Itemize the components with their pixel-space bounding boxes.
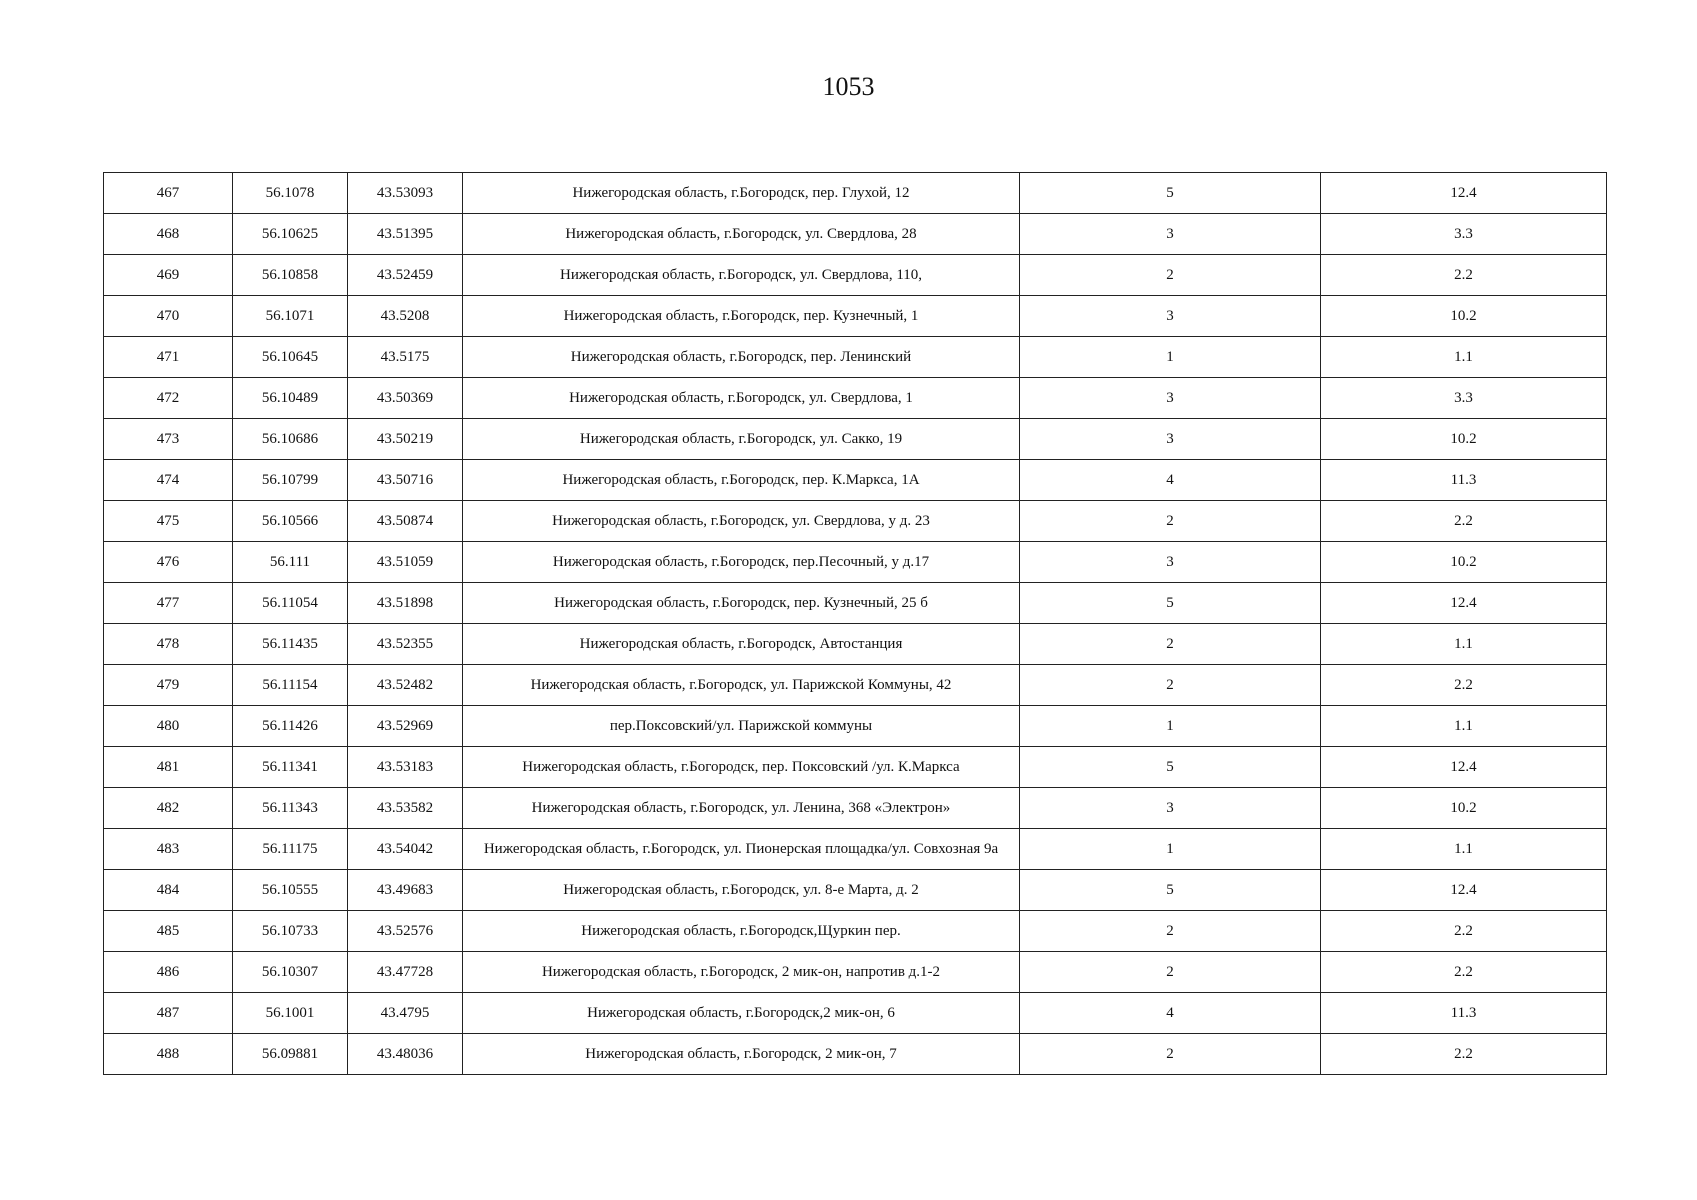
table-row	[104, 952, 1607, 993]
count-cell: 2	[1020, 952, 1321, 993]
longitude-cell: 43.49683	[348, 870, 463, 911]
table-row	[104, 624, 1607, 665]
address-cell: Нижегородская область, г.Богородск, ул. Ленина, 368 «Электрон»	[463, 788, 1020, 829]
longitude-cell: 43.51898	[348, 583, 463, 624]
table-body	[104, 173, 1607, 1075]
table-row	[104, 542, 1607, 583]
address-cell: пер.Поксовский/ул. Парижской коммуны	[463, 706, 1020, 747]
row-number-cell: 488	[104, 1034, 233, 1075]
count-cell: 3	[1020, 214, 1321, 255]
count-cell: 5	[1020, 583, 1321, 624]
address-cell: Нижегородская область, г.Богородск, ул. Свердлова, 110,	[463, 255, 1020, 296]
address-cell: Нижегородская область, г.Богородск, ул. Свердлова, у д. 23	[463, 501, 1020, 542]
table-row	[104, 460, 1607, 501]
volume-cell: 11.3	[1321, 460, 1607, 501]
volume-cell: 3.3	[1321, 214, 1607, 255]
volume-cell: 11.3	[1321, 993, 1607, 1034]
count-cell: 1	[1020, 337, 1321, 378]
row-number-cell: 487	[104, 993, 233, 1034]
row-number-cell: 481	[104, 747, 233, 788]
row-number-cell: 484	[104, 870, 233, 911]
volume-cell: 10.2	[1321, 419, 1607, 460]
table-row	[104, 788, 1607, 829]
latitude-cell: 56.1078	[233, 173, 348, 214]
row-number-cell: 480	[104, 706, 233, 747]
longitude-cell: 43.51395	[348, 214, 463, 255]
table-row	[104, 501, 1607, 542]
volume-cell: 1.1	[1321, 337, 1607, 378]
volume-cell: 2.2	[1321, 501, 1607, 542]
count-cell: 1	[1020, 706, 1321, 747]
row-number-cell: 475	[104, 501, 233, 542]
latitude-cell: 56.10645	[233, 337, 348, 378]
latitude-cell: 56.1001	[233, 993, 348, 1034]
table-row	[104, 419, 1607, 460]
latitude-cell: 56.10307	[233, 952, 348, 993]
latitude-cell: 56.10625	[233, 214, 348, 255]
address-cell: Нижегородская область, г.Богородск, ул. Пионерская площадка/ул. Совхозная 9а	[463, 829, 1020, 870]
row-number-cell: 471	[104, 337, 233, 378]
row-number-cell: 469	[104, 255, 233, 296]
row-number-cell: 483	[104, 829, 233, 870]
table-row	[104, 665, 1607, 706]
address-cell: Нижегородская область, г.Богородск, пер. Кузнечный, 25 б	[463, 583, 1020, 624]
row-number-cell: 477	[104, 583, 233, 624]
count-cell: 2	[1020, 255, 1321, 296]
address-cell: Нижегородская область, г.Богородск, ул. 8-е Марта, д. 2	[463, 870, 1020, 911]
volume-cell: 10.2	[1321, 788, 1607, 829]
longitude-cell: 43.52482	[348, 665, 463, 706]
volume-cell: 2.2	[1321, 1034, 1607, 1075]
longitude-cell: 43.5208	[348, 296, 463, 337]
address-cell: Нижегородская область, г.Богородск, 2 мик-он, 7	[463, 1034, 1020, 1075]
address-cell: Нижегородская область, г.Богородск,Щуркин пер.	[463, 911, 1020, 952]
row-number-cell: 473	[104, 419, 233, 460]
row-number-cell: 478	[104, 624, 233, 665]
longitude-cell: 43.53183	[348, 747, 463, 788]
latitude-cell: 56.10686	[233, 419, 348, 460]
count-cell: 3	[1020, 378, 1321, 419]
count-cell: 2	[1020, 501, 1321, 542]
count-cell: 2	[1020, 624, 1321, 665]
address-cell: Нижегородская область, г.Богородск, ул. Свердлова, 1	[463, 378, 1020, 419]
row-number-cell: 467	[104, 173, 233, 214]
count-cell: 3	[1020, 788, 1321, 829]
address-cell: Нижегородская область, г.Богородск, пер. Ленинский	[463, 337, 1020, 378]
latitude-cell: 56.10566	[233, 501, 348, 542]
page-number: 1053	[822, 72, 875, 101]
row-number-cell: 472	[104, 378, 233, 419]
latitude-cell: 56.11435	[233, 624, 348, 665]
volume-cell: 10.2	[1321, 542, 1607, 583]
count-cell: 5	[1020, 747, 1321, 788]
address-cell: Нижегородская область, г.Богородск, Автостанция	[463, 624, 1020, 665]
longitude-cell: 43.4795	[348, 993, 463, 1034]
longitude-cell: 43.52459	[348, 255, 463, 296]
latitude-cell: 56.10858	[233, 255, 348, 296]
longitude-cell: 43.50219	[348, 419, 463, 460]
longitude-cell: 43.53582	[348, 788, 463, 829]
row-number-cell: 474	[104, 460, 233, 501]
count-cell: 1	[1020, 829, 1321, 870]
volume-cell: 2.2	[1321, 665, 1607, 706]
latitude-cell: 56.10555	[233, 870, 348, 911]
count-cell: 5	[1020, 870, 1321, 911]
registry-table	[103, 172, 1607, 1075]
longitude-cell: 43.48036	[348, 1034, 463, 1075]
volume-cell: 2.2	[1321, 255, 1607, 296]
volume-cell: 12.4	[1321, 870, 1607, 911]
longitude-cell: 43.50874	[348, 501, 463, 542]
longitude-cell: 43.54042	[348, 829, 463, 870]
table-row	[104, 706, 1607, 747]
row-number-cell: 468	[104, 214, 233, 255]
volume-cell: 10.2	[1321, 296, 1607, 337]
latitude-cell: 56.11426	[233, 706, 348, 747]
table-row	[104, 829, 1607, 870]
count-cell: 2	[1020, 665, 1321, 706]
table-row	[104, 214, 1607, 255]
volume-cell: 12.4	[1321, 173, 1607, 214]
count-cell: 3	[1020, 296, 1321, 337]
count-cell: 2	[1020, 911, 1321, 952]
address-cell: Нижегородская область, г.Богородск, пер. Поксовский /ул. К.Маркса	[463, 747, 1020, 788]
count-cell: 5	[1020, 173, 1321, 214]
longitude-cell: 43.5175	[348, 337, 463, 378]
row-number-cell: 479	[104, 665, 233, 706]
address-cell: Нижегородская область, г.Богородск,2 мик-он, 6	[463, 993, 1020, 1034]
address-cell: Нижегородская область, г.Богородск, ул. Парижской Коммуны, 42	[463, 665, 1020, 706]
count-cell: 2	[1020, 1034, 1321, 1075]
latitude-cell: 56.10799	[233, 460, 348, 501]
latitude-cell: 56.11154	[233, 665, 348, 706]
table-row	[104, 173, 1607, 214]
volume-cell: 1.1	[1321, 829, 1607, 870]
address-cell: Нижегородская область, г.Богородск, пер. Глухой, 12	[463, 173, 1020, 214]
row-number-cell: 485	[104, 911, 233, 952]
latitude-cell: 56.11341	[233, 747, 348, 788]
longitude-cell: 43.47728	[348, 952, 463, 993]
row-number-cell: 482	[104, 788, 233, 829]
longitude-cell: 43.52576	[348, 911, 463, 952]
volume-cell: 2.2	[1321, 911, 1607, 952]
table-row	[104, 378, 1607, 419]
table-row	[104, 337, 1607, 378]
longitude-cell: 43.52969	[348, 706, 463, 747]
table-row	[104, 255, 1607, 296]
longitude-cell: 43.53093	[348, 173, 463, 214]
table-row	[104, 747, 1607, 788]
row-number-cell: 470	[104, 296, 233, 337]
table-row	[104, 1034, 1607, 1075]
latitude-cell: 56.111	[233, 542, 348, 583]
count-cell: 3	[1020, 542, 1321, 583]
latitude-cell: 56.10489	[233, 378, 348, 419]
longitude-cell: 43.52355	[348, 624, 463, 665]
table-row	[104, 296, 1607, 337]
table-row	[104, 583, 1607, 624]
volume-cell: 12.4	[1321, 583, 1607, 624]
address-cell: Нижегородская область, г.Богородск, пер. Кузнечный, 1	[463, 296, 1020, 337]
volume-cell: 2.2	[1321, 952, 1607, 993]
table-row	[104, 870, 1607, 911]
row-number-cell: 486	[104, 952, 233, 993]
volume-cell: 3.3	[1321, 378, 1607, 419]
latitude-cell: 56.11343	[233, 788, 348, 829]
longitude-cell: 43.51059	[348, 542, 463, 583]
longitude-cell: 43.50716	[348, 460, 463, 501]
longitude-cell: 43.50369	[348, 378, 463, 419]
count-cell: 4	[1020, 993, 1321, 1034]
address-cell: Нижегородская область, г.Богородск, ул. Сакко, 19	[463, 419, 1020, 460]
volume-cell: 12.4	[1321, 747, 1607, 788]
latitude-cell: 56.10733	[233, 911, 348, 952]
latitude-cell: 56.1071	[233, 296, 348, 337]
row-number-cell: 476	[104, 542, 233, 583]
address-cell: Нижегородская область, г.Богородск, ул. Свердлова, 28	[463, 214, 1020, 255]
count-cell: 4	[1020, 460, 1321, 501]
latitude-cell: 56.11054	[233, 583, 348, 624]
table-row	[104, 911, 1607, 952]
latitude-cell: 56.09881	[233, 1034, 348, 1075]
address-cell: Нижегородская область, г.Богородск, пер.Песочный, у д.17	[463, 542, 1020, 583]
count-cell: 3	[1020, 419, 1321, 460]
address-cell: Нижегородская область, г.Богородск, 2 мик-он, напротив д.1-2	[463, 952, 1020, 993]
table-row	[104, 993, 1607, 1034]
volume-cell: 1.1	[1321, 706, 1607, 747]
latitude-cell: 56.11175	[233, 829, 348, 870]
volume-cell: 1.1	[1321, 624, 1607, 665]
address-cell: Нижегородская область, г.Богородск, пер. К.Маркса, 1А	[463, 460, 1020, 501]
